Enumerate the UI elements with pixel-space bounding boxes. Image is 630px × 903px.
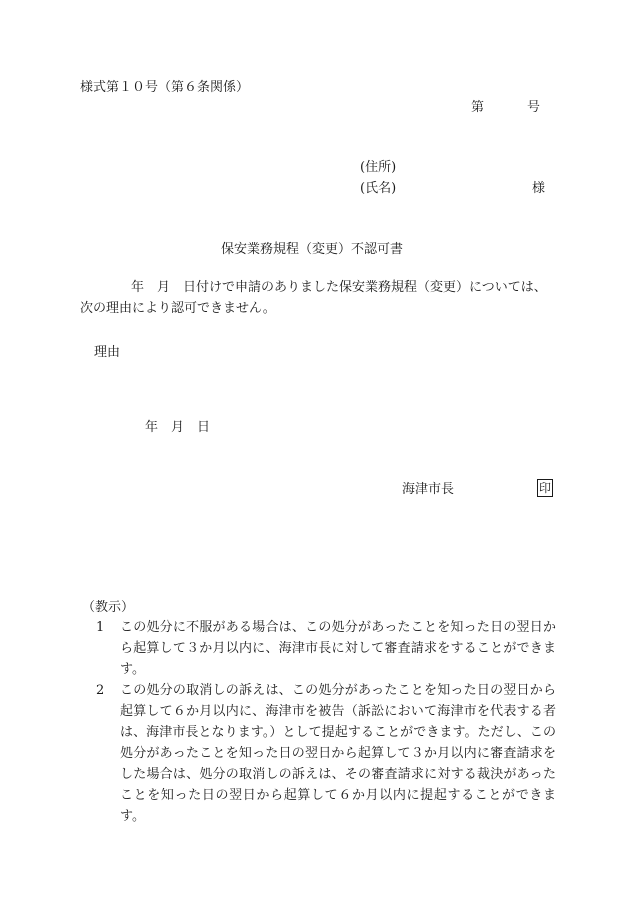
honorific: 様 bbox=[532, 181, 546, 196]
seal-mark: 印 bbox=[538, 481, 551, 495]
reason-label: 理由 bbox=[94, 345, 121, 360]
instruction-item-1 bbox=[96, 617, 556, 680]
instruction-item-1-text: この処分に不服がある場合は、この処分があったことを知った日の翌日から起算して３か月以内に、海津市長に対して審査請求をすることができます。 bbox=[120, 620, 556, 677]
body-text-line-1 bbox=[80, 281, 547, 294]
body-text-line-1-content: 年 月 日付けで申請のありました保安業務規程（変更）については、 bbox=[131, 280, 547, 295]
instruction-item-2 bbox=[96, 680, 556, 827]
instructions-heading: （教示） bbox=[82, 600, 135, 615]
document-number-suffix: 号 bbox=[527, 100, 541, 115]
document-number-prefix: 第 bbox=[471, 100, 485, 115]
instruction-item-2-number: 2 bbox=[96, 683, 105, 698]
issue-date: 年 月 日 bbox=[145, 420, 211, 435]
name-label: (氏名) bbox=[360, 181, 397, 196]
form-number: 様式第１０号（第６条関係） bbox=[80, 80, 250, 95]
address-label: (住所) bbox=[360, 160, 397, 175]
instruction-item-2-text: この処分の取消しの訴えは、この処分があったことを知った日の翌日から起算して６か月以内に、海津市を被告（訴訟において海津市を代表する者は、海津市長となります。）として提起することができます。ただし、この処分があったことを知った日の翌日から起算して３か月以内に審査請求をした場合は、処分の取消しの訴えは、その審査請求に対する裁決があったことを知った日の翌日から起算して６か月以内に提起することができます。 bbox=[120, 683, 556, 824]
issuer-name: 海津市長 bbox=[402, 482, 455, 497]
document-title: 保安業務規程（変更）不認可書 bbox=[221, 242, 404, 257]
instruction-item-1-number: 1 bbox=[96, 620, 105, 635]
body-text-line-2: 次の理由により認可できません。 bbox=[80, 301, 276, 316]
